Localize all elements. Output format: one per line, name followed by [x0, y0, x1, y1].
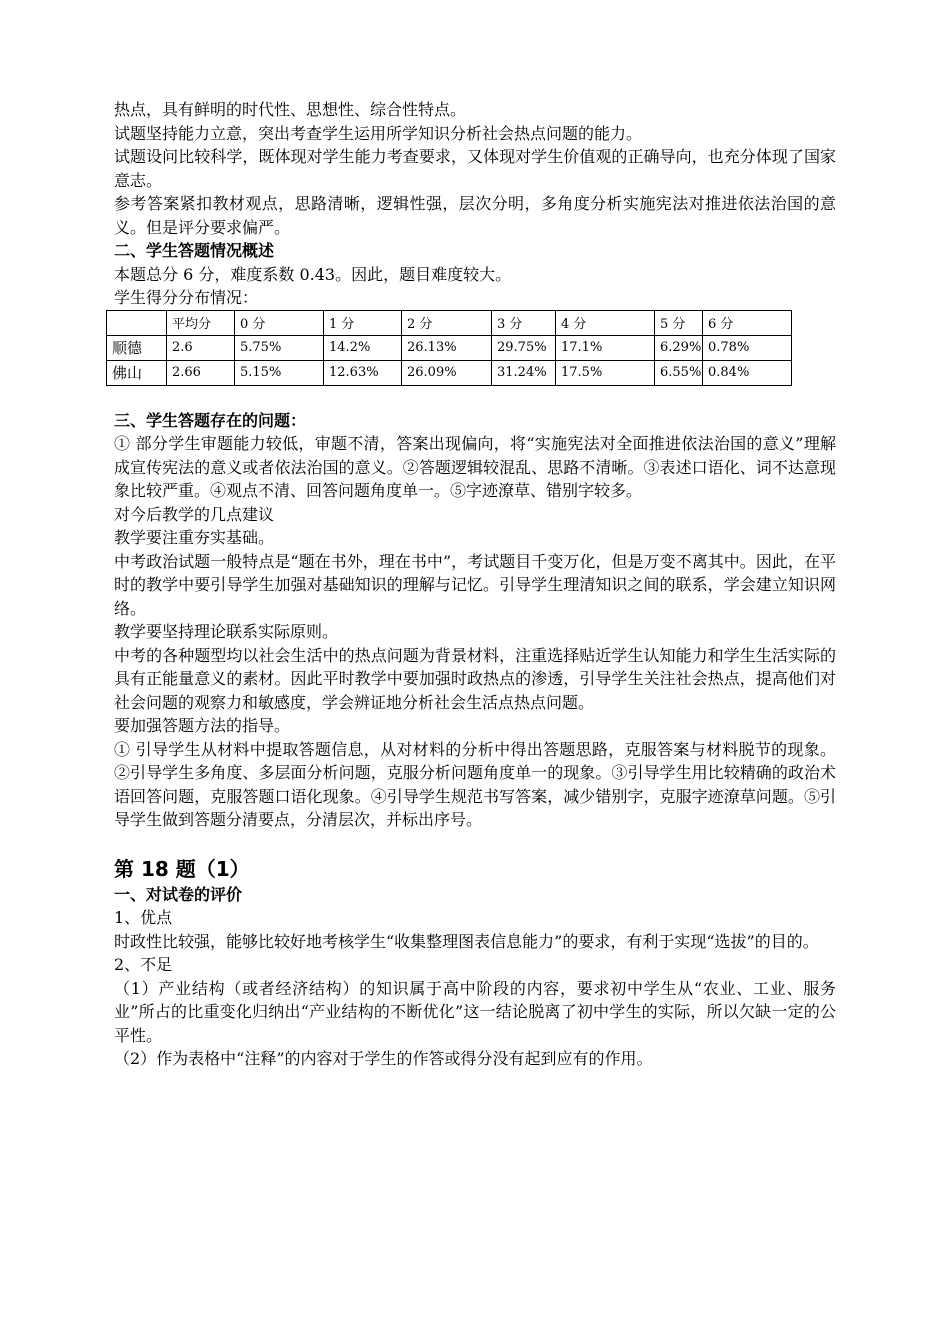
advantages-body: 时政性比较强，能够比较好地考核学生“收集整理图表信息能力”的要求，有利于实现“选拔”的目的。	[114, 931, 819, 951]
suggestion-2-body: 中考的各种题型均以社会生活中的热点问题为背景材料，注重选择贴近学生认知能力和学生生活实际的具有正能量意义的素材。因此平时教学中要加强时政热点的渗透，引导学生关注社会热点，提高他们对社会问题的观察力和敏感度，学会辨证地分析社会生活点热点问题。	[114, 645, 836, 712]
table-header-cell: 3 分	[492, 310, 556, 335]
table-cell: 17.5%	[556, 360, 655, 385]
table-header-cell: 6 分	[703, 310, 792, 335]
table-header-cell: 4 分	[556, 310, 655, 335]
suggestion-1-body: 中考政治试题一般特点是“题在书外，理在书中”，考试题目千变万化，但是万变不离其中。因此，在平时的教学中要引导学生加强对基础知识的理解与记忆。引导学生理清知识之间的联系，学会建立知识网络。	[114, 551, 836, 618]
document-page	[114, 98, 836, 1071]
suggestion-1-title: 教学要注重夯实基础。	[114, 528, 275, 547]
table-cell: 12.63%	[324, 360, 402, 385]
disadvantage-1: （1）产业结构（或者经济结构）的知识属于高中阶段的内容，要求初中学生从“农业、工业、服务业”所占的比重变化归纳出“产业结构的不断优化”这一结论脱离了初中学生的实际，所以欠缺一定的公平性。	[114, 978, 836, 1045]
suggestion-2-title: 教学要坚持理论联系实际原则。	[114, 622, 339, 641]
table-cell: 31.24%	[492, 360, 556, 385]
table-cell: 26.09%	[402, 360, 492, 385]
table-header-cell: 5 分	[655, 310, 703, 335]
table-cell: 2.66	[167, 360, 235, 385]
table-cell: 2.6	[167, 335, 235, 360]
spacer	[114, 386, 836, 409]
intro-paragraph-4: 参考答案紧扣教材观点，思路清晰，逻辑性强，层次分明，多角度分析实施宪法对推进依法治国的意义。但是评分要求偏严。	[114, 194, 836, 237]
suggestions-title: 对今后教学的几点建议	[114, 504, 275, 524]
table-header-cell: 0 分	[235, 310, 324, 335]
table-header-cell: 平均分	[167, 310, 235, 335]
table-cell: 佛山	[107, 360, 167, 385]
table-cell: 6.55%	[655, 360, 703, 385]
table-cell: 26.13%	[402, 335, 492, 360]
table-header-row	[107, 310, 792, 335]
score-distribution-table	[106, 310, 792, 386]
table-cell: 5.75%	[235, 335, 324, 360]
intro-paragraph-2: 试题坚持能力立意，突出考查学生运用所学知识分析社会热点问题的能力。	[114, 123, 643, 143]
spacer	[114, 832, 836, 855]
table-cell: 0.78%	[703, 335, 792, 360]
disadvantage-2: （2）作为表格中“注释”的内容对于学生的作答或得分没有起到应有的作用。	[114, 1049, 653, 1068]
section-2-summary: 本题总分 6 分，难度系数 0.43。因此，题目难度较大。	[114, 264, 512, 284]
table-header-cell	[107, 310, 167, 335]
table-cell: 0.84%	[703, 360, 792, 385]
table-caption: 学生得分分布情况：	[114, 288, 259, 307]
intro-paragraph-3: 试题设问比较科学，既体现对学生能力考查要求，又体现对学生价值观的正确导向，也充分体现了国家意志。	[114, 147, 836, 190]
table-cell: 顺德	[107, 335, 167, 360]
problems-paragraph: ① 部分学生审题能力较低，审题不清，答案出现偏向，将“实施宪法对全面推进依法治国的意义”理解成宣传宪法的意义或者依法治国的意义。②答题逻辑较混乱、思路不清晰。③表述口语化、词不达意现象比较严重。④观点不清、回答问题角度单一。⑤字迹潦草、错别字较多。	[114, 434, 836, 500]
table-cell: 6.29%	[655, 335, 703, 360]
table-cell: 5.15%	[235, 360, 324, 385]
table-header-cell: 2 分	[402, 310, 492, 335]
table-cell: 17.1%	[556, 335, 655, 360]
section-3-heading: 三、学生答题存在的问题：	[114, 410, 307, 430]
section-2-heading: 二、学生答题情况概述	[114, 241, 275, 260]
question-18-title: 第 18 题（1）	[114, 856, 250, 881]
suggestion-3-title: 要加强答题方法的指导。	[114, 716, 291, 735]
suggestion-3-body: ① 引导学生从材料中提取答题信息，从对材料的分析中得出答题思路，克服答案与材料脱节的现象。②引导学生多角度、多层面分析问题，克服分析问题角度单一的现象。③引导学生用比较精确的政治术语回答问题，克服答题口语化现象。④引导学生规范书写答案，减少错别字，克服字迹潦草问题。⑤引导学生做到答题分清要点，分清层次，并标出序号。	[114, 739, 836, 829]
table-cell: 29.75%	[492, 335, 556, 360]
table-row	[107, 360, 792, 385]
table-cell: 14.2%	[324, 335, 402, 360]
table-row	[107, 335, 792, 360]
advantages-title: 1、优点	[114, 908, 173, 927]
intro-paragraph-1: 热点，具有鲜明的时代性、思想性、综合性特点。	[114, 100, 467, 119]
disadvantages-title: 2、不足	[114, 955, 173, 974]
q18-section-heading: 一、对试卷的评价	[114, 884, 243, 904]
table-header-cell: 1 分	[324, 310, 402, 335]
